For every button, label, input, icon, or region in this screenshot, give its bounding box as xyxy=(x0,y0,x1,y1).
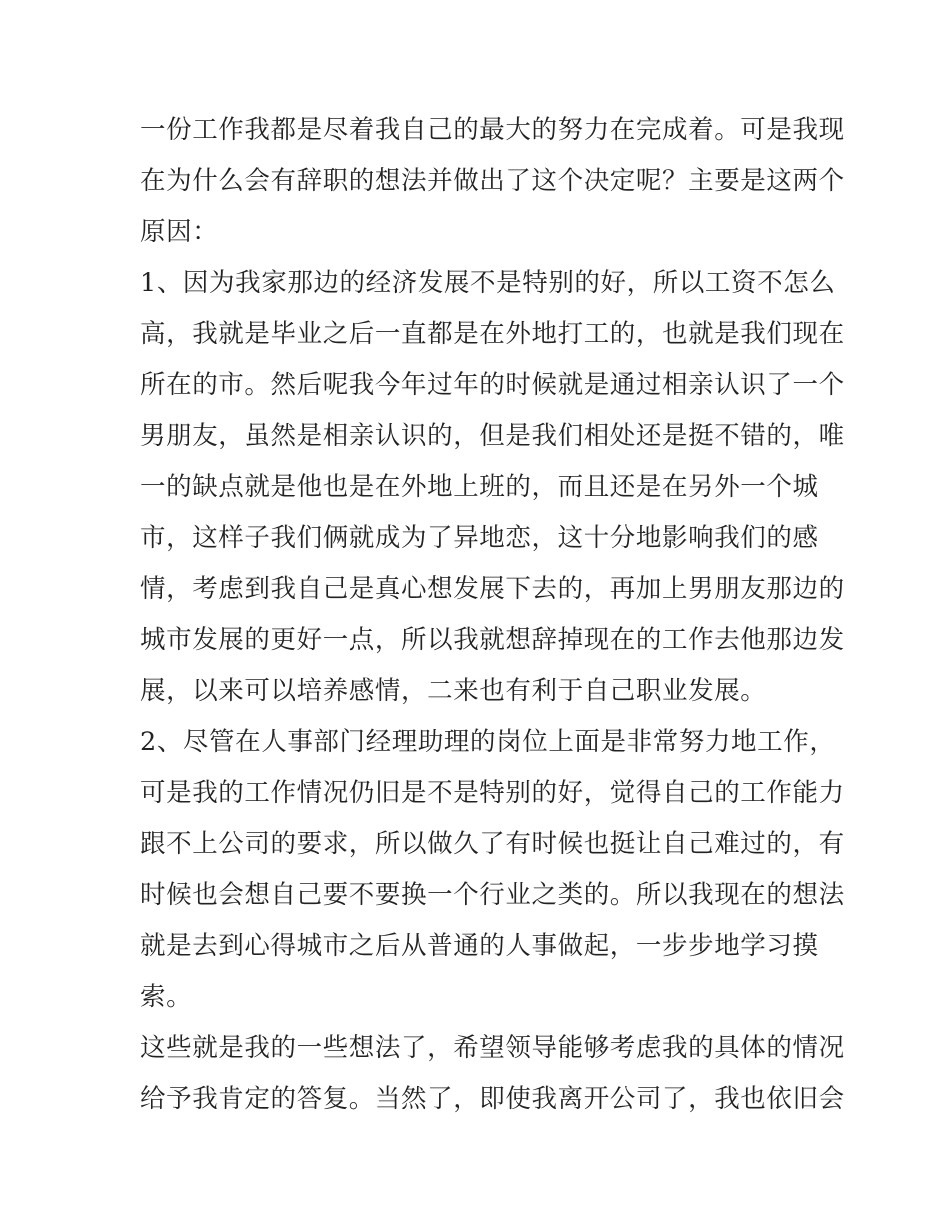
text-line-17: 就是去到心得城市之后从普通的人事做起，一步步地学习摸 xyxy=(140,931,819,961)
text-line-19: 这些就是我的一些想法了，希望领导能够考虑我的具体的情况 xyxy=(140,1033,845,1063)
text-line-8: 一的缺点就是他也是在外地上班的，而且还是在另外一个城 xyxy=(140,472,819,502)
text-line-13: 2、尽管在人事部门经理助理的岗位上面是非常努力地工作， xyxy=(140,727,836,757)
text-line-7: 男朋友，虽然是相亲认识的，但是我们相处还是挺不错的，唯 xyxy=(140,421,845,451)
text-line-15: 跟不上公司的要求，所以做久了有时候也挺让自己难过的，有 xyxy=(140,829,845,859)
text-line-14: 可是我的工作情况仍旧是不是特别的好，觉得自己的工作能力 xyxy=(140,778,845,808)
text-line-9: 市，这样子我们俩就成为了异地恋，这十分地影响我们的感 xyxy=(140,523,819,553)
text-line-3: 原因： xyxy=(140,217,219,247)
text-line-2: 在为什么会有辞职的想法并做出了这个决定呢？主要是这两个 xyxy=(140,166,845,196)
text-line-4: 1、因为我家那边的经济发展不是特别的好，所以工资不怎么 xyxy=(140,268,836,298)
text-line-6: 所在的市。然后呢我今年过年的时候就是通过相亲认识了一个 xyxy=(140,370,845,400)
text-line-16: 时候也会想自己要不要换一个行业之类的。所以我现在的想法 xyxy=(140,880,845,910)
document-body xyxy=(140,105,845,1125)
text-line-1: 一份工作我都是尽着我自己的最大的努力在完成着。可是我现 xyxy=(140,115,845,145)
text-line-11: 城市发展的更好一点，所以我就想辞掉现在的工作去他那边发 xyxy=(140,625,845,655)
text-line-10: 情，考虑到我自己是真心想发展下去的，再加上男朋友那边的 xyxy=(140,574,845,604)
text-line-18: 索。 xyxy=(140,982,193,1012)
text-line-5: 高，我就是毕业之后一直都是在外地打工的，也就是我们现在 xyxy=(140,319,845,349)
text-line-12: 展，以来可以培养感情，二来也有利于自己职业发展。 xyxy=(140,676,767,706)
text-line-20: 给予我肯定的答复。当然了，即使我离开公司了，我也依旧会 xyxy=(140,1084,845,1114)
